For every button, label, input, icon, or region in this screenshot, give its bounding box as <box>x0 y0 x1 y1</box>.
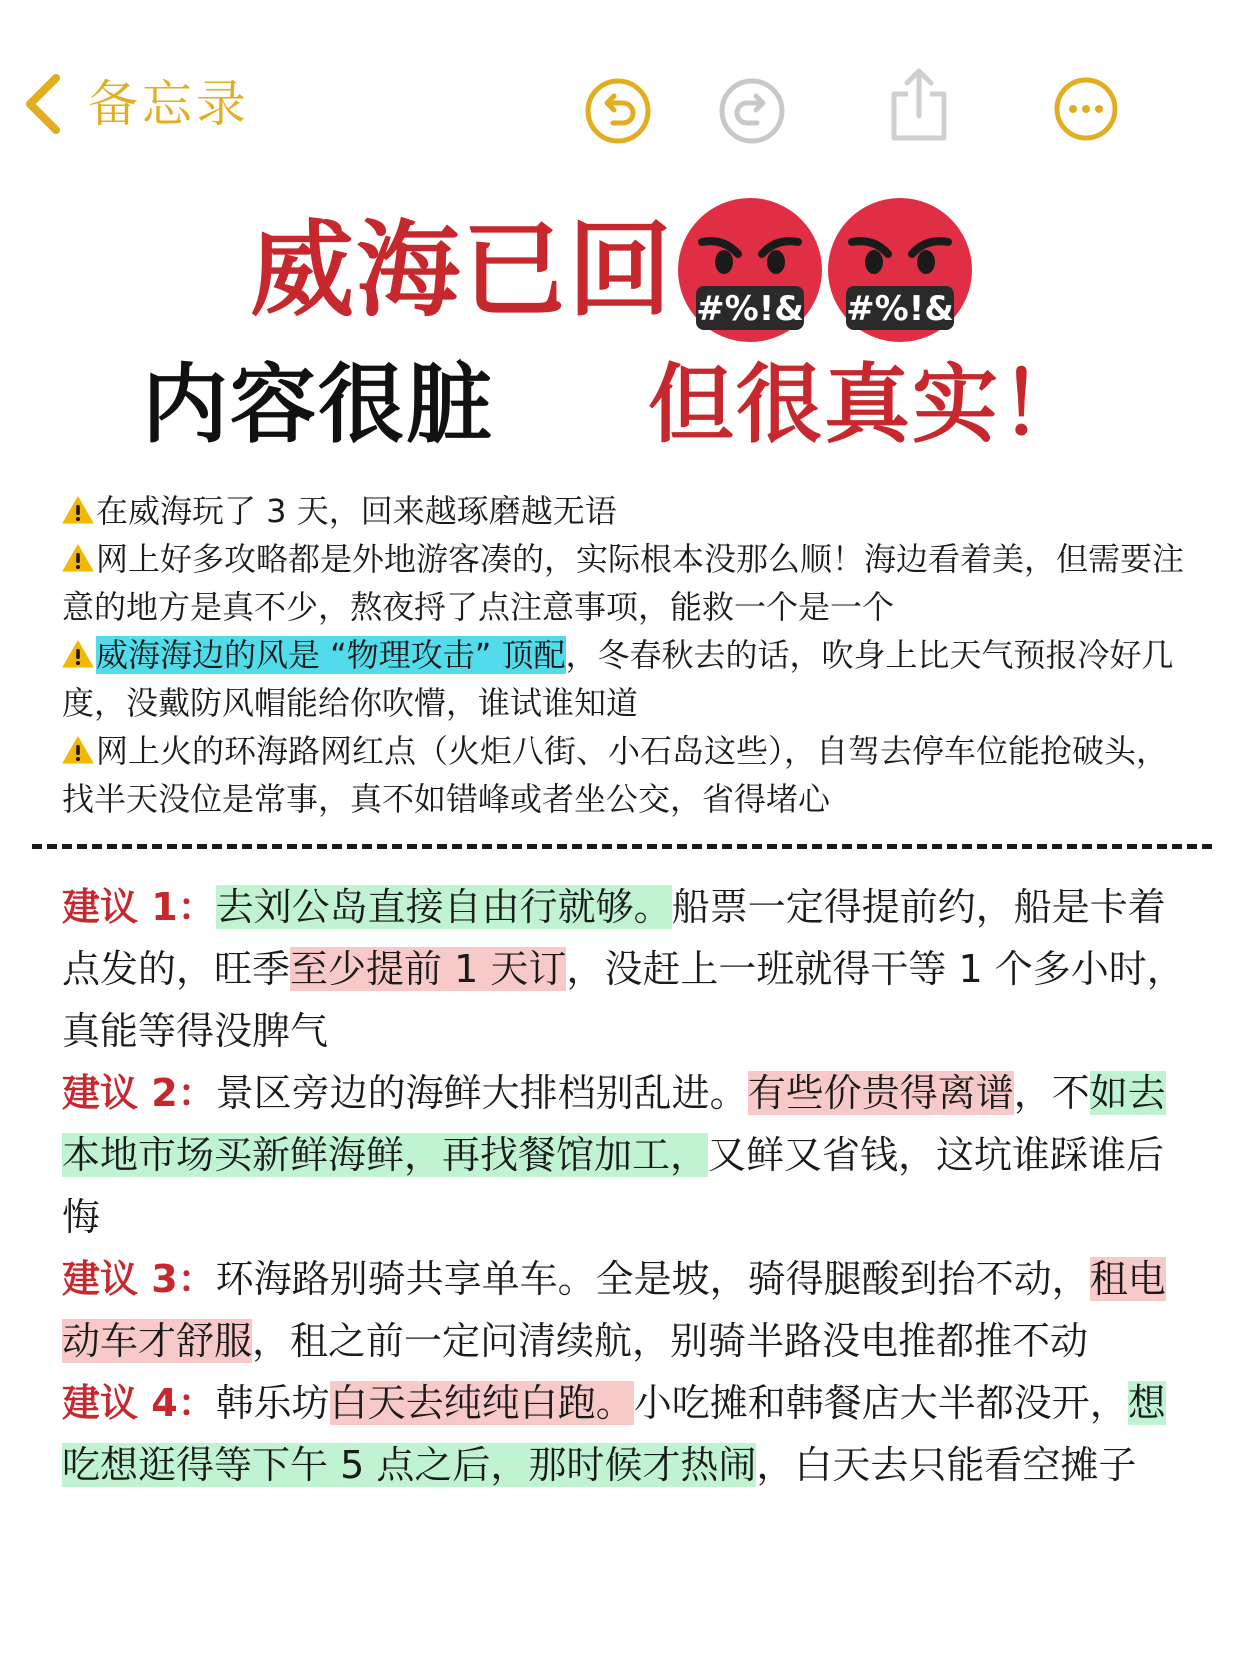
headline <box>250 195 974 345</box>
warning-icon <box>62 639 94 669</box>
highlighted-text: 有些价贵得离谱 <box>747 1071 1014 1115</box>
redo-icon[interactable] <box>717 76 787 146</box>
highlighted-text: 想吃想逛得等下午 5 点之后，那时候才热闹 <box>62 1381 1166 1487</box>
tip-item <box>62 1062 1202 1248</box>
tip-text: ，白天去只能看空摊子 <box>756 1443 1137 1487</box>
warning-icon <box>62 495 94 525</box>
warning-icon <box>62 543 94 573</box>
tip-text: 船票一定得提前约，船是卡着点发的，旺季 <box>62 885 1166 991</box>
warning-list <box>62 487 1192 823</box>
tip-label: 建议 2： <box>62 1071 216 1115</box>
back-label: 备忘录 <box>88 75 250 133</box>
highlighted-text: 白天去纯纯白跑。 <box>329 1381 634 1425</box>
subtitle-left: 内容很脏 <box>142 355 494 455</box>
warning-item <box>62 727 1192 823</box>
highlighted-text: 至少提前 1 天订 <box>290 947 567 991</box>
warning-text: ，冬春秋去的话，吹身上比天气预报冷好几度，没戴防风帽能给你吹懵，谁试谁知道 <box>62 636 1174 722</box>
tip-text: 小吃摊和韩餐店大半都没开， <box>633 1381 1128 1425</box>
highlighted-text: 威海海边的风是 “物理攻击” 顶配 <box>96 636 566 674</box>
more-icon[interactable] <box>1053 76 1119 142</box>
warning-text: 网上火的环海路网红点（火炬八街、小石岛这些），自驾去停车位能抢破头，找半天没位是常事，真不如错峰或者坐公交，省得堵心 <box>62 732 1169 818</box>
highlighted-text: 如去本地市场买新鲜海鲜，再找餐馆加工， <box>62 1071 1166 1177</box>
back-button[interactable] <box>22 72 250 136</box>
tip-item <box>62 876 1202 1062</box>
tip-text: ，租之前一定问清续航，别骑半路没电推都推不动 <box>252 1319 1089 1363</box>
tip-text: 又鲜又省钱，这坑谁踩谁后悔 <box>62 1133 1165 1239</box>
tip-item <box>62 1372 1202 1496</box>
undo-icon[interactable] <box>583 76 653 146</box>
tip-item <box>62 1248 1202 1372</box>
warning-text: 网上好多攻略都是外地游客凑的，实际根本没那么顺！海边看着美，但需要注意的地方是真不少，熬夜捋了点注意事项，能救一个是一个 <box>62 540 1185 626</box>
tip-label: 建议 3： <box>62 1257 216 1301</box>
nav-bar <box>0 0 1242 160</box>
highlighted-text: 去刘公岛直接自由行就够。 <box>215 885 672 929</box>
tip-text: 韩乐坊 <box>215 1381 330 1425</box>
tip-text: ，不 <box>1013 1071 1090 1115</box>
angry-cursing-face-icon <box>826 196 974 344</box>
subtitle-right: 但很真实！ <box>648 355 1088 455</box>
tip-text: ，没赶上一班就得干等 1 个多小时，真能等得没脾气 <box>62 947 1185 1053</box>
chevron-left-icon <box>22 72 62 136</box>
tip-text: 环海路别骑共享单车。全是坡，骑得腿酸到抬不动， <box>215 1257 1090 1301</box>
warning-icon <box>62 735 94 765</box>
highlighted-text: 租电动车才舒服 <box>62 1257 1166 1363</box>
warning-item <box>62 487 1192 535</box>
svg-text:#%!&: #%!& <box>846 289 954 329</box>
warning-item <box>62 631 1192 727</box>
dashed-divider <box>32 844 1212 849</box>
tip-label: 建议 1： <box>62 885 216 929</box>
angry-cursing-face-icon <box>676 196 824 344</box>
tip-label: 建议 4： <box>62 1381 216 1425</box>
tip-text: 景区旁边的海鲜大排档别乱进。 <box>215 1071 748 1115</box>
share-icon[interactable] <box>888 66 950 142</box>
warning-item <box>62 535 1192 631</box>
svg-text:#%!&: #%!& <box>696 289 804 329</box>
page-title: 威海已回 <box>250 209 675 331</box>
warning-text: 在威海玩了 3 天，回来越琢磨越无语 <box>96 492 617 530</box>
tip-list <box>62 876 1202 1496</box>
